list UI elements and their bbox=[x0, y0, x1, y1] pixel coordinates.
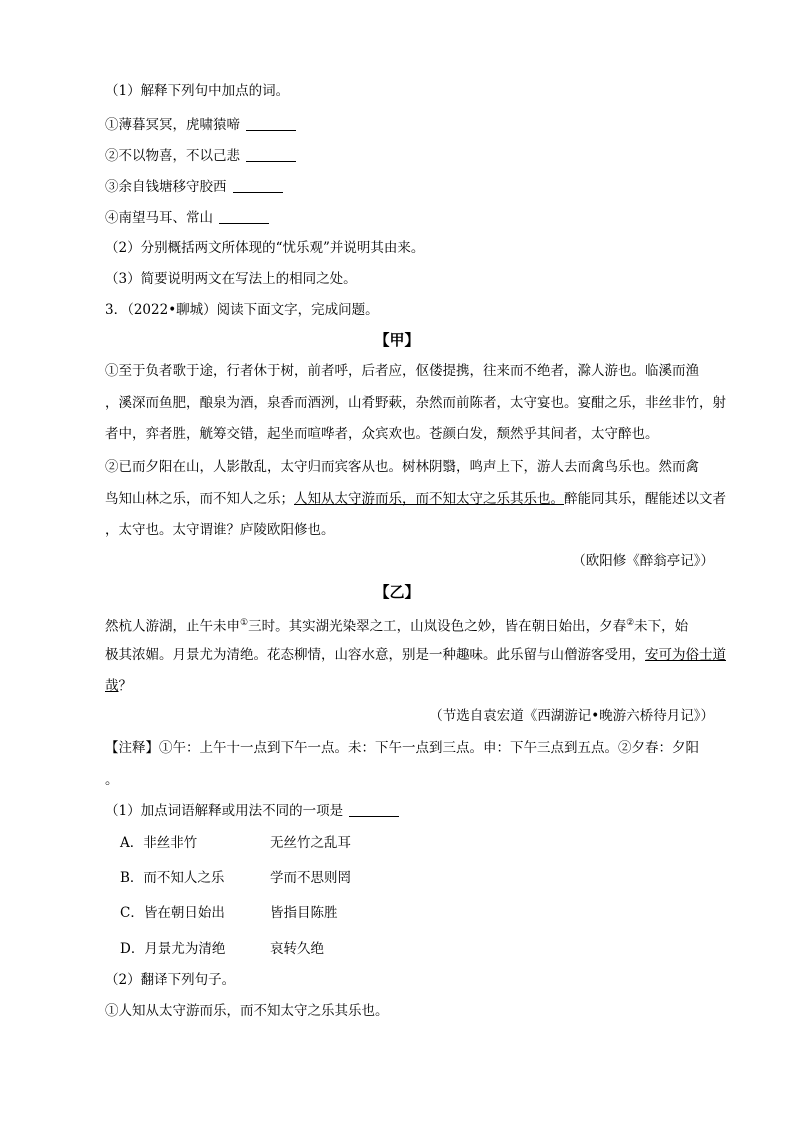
note-ref-1: ① bbox=[240, 618, 249, 628]
blank-item-4-text: ④南望马耳、常山 bbox=[105, 210, 213, 226]
blank-item-4 bbox=[105, 208, 269, 228]
jia-p1-line1: ①至于负者歌于途，行者休于树，前者呼，后者应，伛偻提携，往来而不绝者，滁人游也。临溪而渔 bbox=[105, 363, 699, 379]
blank-item-1-text: ①薄暮冥冥，虎啸猿啼 bbox=[105, 117, 240, 133]
sub-question-2: （2）翻译下列句子。 bbox=[105, 972, 236, 988]
notes-line1: 【注释】①午：上午十一点到下午一点。未：下午一点到三点。申：下午三点到五点。②夕春：夕阳 bbox=[105, 740, 699, 756]
note-ref-2: ② bbox=[626, 618, 635, 628]
answer-blank-3[interactable] bbox=[233, 178, 283, 193]
question3-header: 3．（2022•聊城）阅读下面文字，完成问题。 bbox=[105, 302, 379, 318]
blank-item-2-text: ②不以物喜，不以己悲 bbox=[105, 148, 240, 164]
option-c-pair: 皆指目陈胜 bbox=[270, 905, 338, 921]
blank-item-3 bbox=[105, 177, 283, 197]
blank-item-2 bbox=[105, 146, 296, 166]
jia-source: （欧阳修《醉翁亭记》） bbox=[572, 553, 714, 569]
jia-p2-line3: ，太守也。太守谓谁？庐陵欧阳修也。 bbox=[105, 522, 335, 538]
yi-source: （节选自袁宏道《西湖游记•晚游六桥待月记》） bbox=[429, 708, 714, 724]
option-d-label[interactable]: D．月景尤为清绝 bbox=[120, 941, 226, 957]
option-a-pair: 无丝竹之乱耳 bbox=[270, 835, 351, 851]
answer-blank-4[interactable] bbox=[219, 209, 269, 224]
jia-p1-line2: ，溪深而鱼肥，酿泉为酒，泉香而酒洌，山肴野蔌，杂然而前陈者，太守宴也。宴酣之乐，非丝非竹，射 bbox=[105, 395, 726, 411]
blank-item-1 bbox=[105, 115, 296, 135]
jia-p2-line2-end: 醉能同其乐，醒能述以文者 bbox=[564, 491, 726, 507]
option-a-label[interactable]: A．非丝非竹 bbox=[120, 835, 198, 851]
yi-line1-a: 然杭人游湖，止午未申 bbox=[105, 618, 240, 635]
section2-q2: （2）分别概括两文所体现的“忧乐观”并说明其由来。 bbox=[105, 240, 425, 256]
jia-title: 【甲】 bbox=[374, 331, 420, 349]
jia-p2-line2 bbox=[105, 489, 726, 509]
sub-question-1 bbox=[105, 801, 399, 821]
answer-blank-1[interactable] bbox=[246, 116, 296, 131]
answer-blank-choice[interactable] bbox=[349, 802, 399, 817]
yi-line3 bbox=[105, 676, 132, 696]
option-d-pair: 哀转久绝 bbox=[270, 941, 324, 957]
yi-underlined-end: 哉 bbox=[105, 678, 119, 694]
yi-underlined-start: 安可为俗士道 bbox=[645, 647, 726, 663]
blank-item-3-text: ③余自钱塘移守胶西 bbox=[105, 179, 227, 195]
option-c-label[interactable]: C．皆在朝日始出 bbox=[120, 905, 225, 921]
section2-q3: （3）简要说明两文在写法上的相同之处。 bbox=[105, 271, 357, 287]
sub-question-2-item1: ①人知从太守游而乐，而不知太守之乐其乐也。 bbox=[105, 1003, 389, 1019]
yi-line2 bbox=[105, 645, 726, 665]
yi-line3-end: ？ bbox=[118, 678, 132, 694]
answer-blank-2[interactable] bbox=[246, 147, 296, 162]
section2-q1: （1）解释下列句中加点的词。 bbox=[105, 83, 290, 99]
notes-line2: 。 bbox=[105, 772, 119, 788]
jia-p2-line1: ②已而夕阳在山，人影散乱，太守归而宾客从也。树林阴翳，鸣声上下，游人去而禽鸟乐也。然而禽 bbox=[105, 459, 699, 475]
jia-underlined-sentence: 人知从太守游而乐，而不知太守之乐其乐也。 bbox=[294, 491, 564, 507]
option-b-pair: 学而不思则罔 bbox=[270, 870, 351, 886]
jia-p1-line3: 者中，弈者胜，觥筹交错，起坐而喧哗者，众宾欢也。苍颜白发，颓然乎其间者，太守醉也。 bbox=[105, 426, 659, 442]
yi-line1-b: 三时。其实湖光染翠之工，山岚设色之妙，皆在朝日始出，夕春 bbox=[248, 618, 627, 635]
yi-title: 【乙】 bbox=[374, 583, 420, 601]
jia-p2-line2-start: 鸟知山林之乐，而不知人之乐； bbox=[105, 491, 294, 507]
sub-question-1-text: （1）加点词语解释或用法不同的一项是 bbox=[105, 803, 344, 819]
yi-line1-c: 未下，始 bbox=[634, 618, 689, 635]
yi-line1 bbox=[105, 613, 688, 637]
option-b-label[interactable]: B．而不知人之乐 bbox=[120, 870, 225, 886]
yi-line2-a: 极其浓媚。月景尤为清绝。花态柳情，山容水意，别是一种趣味。此乐留与山僧游客受用， bbox=[105, 647, 645, 663]
